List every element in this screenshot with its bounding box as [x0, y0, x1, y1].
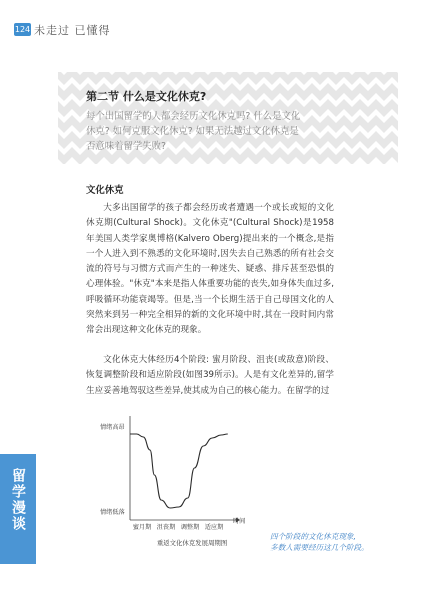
culture-shock-chart	[100, 396, 260, 560]
y-label-low: 情绪低落	[100, 509, 125, 516]
section-title: 第二节 什么是文化休克?	[86, 90, 207, 103]
side-tab	[0, 454, 36, 564]
page-number: 124	[14, 25, 31, 34]
body-paragraph-2: 文化休克大体经历4个阶段: 蜜月阶段、沮丧(或敌意)阶段、恢复调整阶段和适应阶段(如图39所示)。人是有文化差异的,留学生应妥善地驾驭这些差异,使其成为自己的核心能力。在留学的过	[86, 355, 334, 396]
x-tick-label: 适应期	[204, 524, 224, 531]
subsection-title: 文化休克	[86, 185, 124, 196]
y-label-high: 情绪高昂	[100, 424, 125, 431]
x-tick-label: 调整期	[180, 524, 200, 531]
side-note-line-2: 多数人需要经历这几个阶段。	[270, 543, 369, 552]
side-note-line-1: 四个阶段的文化休克现象,	[270, 532, 356, 541]
book-title: 未走过 已懂得	[34, 24, 111, 37]
chart-caption: 重返文化休克发展周期图	[156, 539, 228, 547]
x-tick-label: 蜜月期	[132, 524, 152, 531]
x-tick-label: 沮丧期	[156, 524, 176, 531]
x-axis-label: 时间	[233, 518, 246, 525]
side-note	[270, 531, 369, 553]
intro-question: 每个出国留学的人都会经历文化休克吗? 什么是文化休克? 如何克服文化休克? 如果无法越过文化休克是否意味着留学失败?	[86, 111, 301, 152]
side-tab-label: 留学漫谈	[10, 468, 26, 532]
culture-shock-curve	[130, 434, 228, 508]
body-paragraph-1: 大多出国留学的孩子都会经历或者遭遇一个或长或短的文化休克期(Cultural Shock)。文化休克"(Cultural Shock)是1958年美国人类学家奥博格(Kalvero Oberg)提出来的一个概念,是指一个人进入到不熟悉的文化环境时,因失去自己熟悉的所有社会交流的符号与习惯方式而产生的一种迷失、疑惑、排斥甚至恐惧的心理体验。"休克"本来是指人体重要功能的丧失,如身体失血过多,呼吸循环功能衰竭等。但是,当一个长期生活于自己母国文化的人突然来到另一种完全相异的新的文化环境中时,其在一段时间内常常会出现这种文化休克的现象。	[86, 203, 334, 336]
